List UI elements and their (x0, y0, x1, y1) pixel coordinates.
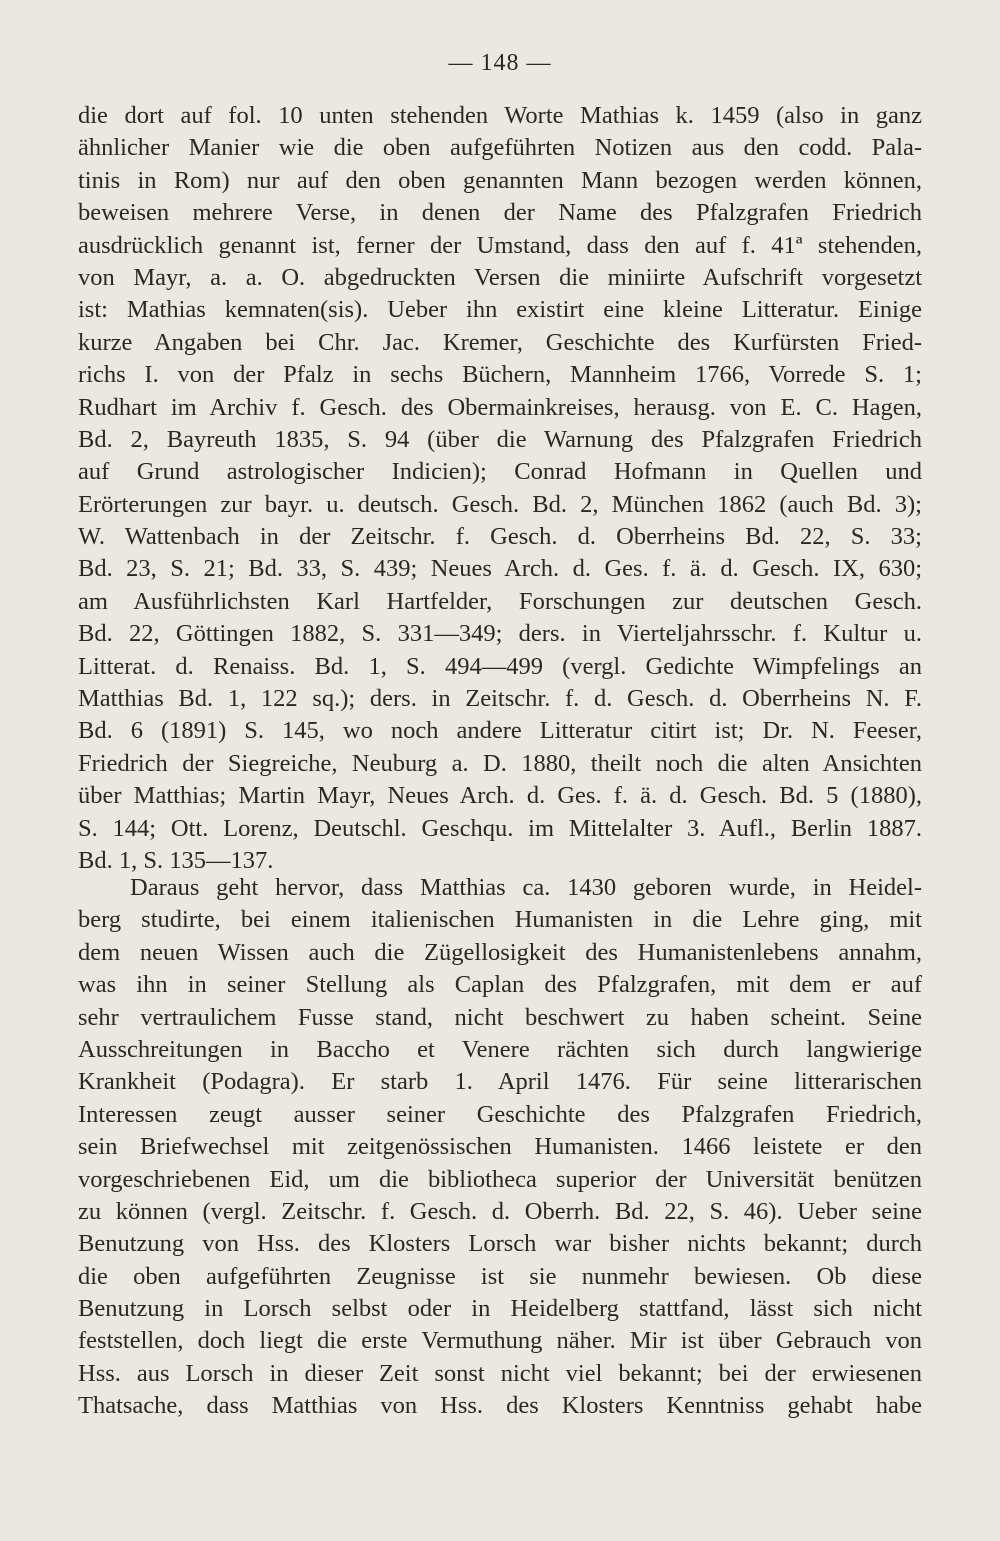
text-line: ist: Mathias kemnaten(sis). Ueber ihn existirt eine kleine Litteratur. Einige (78, 296, 922, 324)
text-line: die dort auf fol. 10 unten stehenden Worte Mathias k. 1459 (also in ganz (78, 102, 922, 129)
text-line: sein Briefwechsel mit zeitgenössischen Humanisten. 1466 leistete er den (78, 1133, 922, 1161)
text-line: Matthias Bd. 1, 122 sq.); ders. in Zeitschr. f. d. Gesch. d. Oberrheins N. F. (78, 685, 922, 713)
text-line: W. Wattenbach in der Zeitschr. f. Gesch. d. Oberrheins Bd. 22, S. 33; (78, 523, 922, 551)
text-line: richs I. von der Pfalz in sechs Büchern, Mannheim 1766, Vorrede S. 1; (78, 361, 922, 389)
text-line: Litterat. d. Renaiss. Bd. 1, S. 494—499 (vergl. Gedichte Wimpfelings an (78, 652, 922, 680)
text-line: Daraus geht hervor, dass Matthias ca. 1430 geboren wurde, in Heidel- (130, 874, 922, 901)
text-line: S. 144; Ott. Lorenz, Deutschl. Geschqu. im Mittelalter 3. Aufl., Berlin 1887. (78, 814, 922, 842)
footnote-block (78, 100, 922, 877)
text-line: über Matthias; Martin Mayr, Neues Arch. d. Ges. f. ä. d. Gesch. Bd. 5 (1880), (78, 782, 922, 810)
text-line: tinis in Rom) nur auf den oben genannten Mann bezogen werden können, (78, 166, 922, 194)
text-line: Benutzung in Lorsch selbst oder in Heidelberg stattfand, lässt sich nicht (78, 1295, 922, 1323)
text-line: Rudhart im Archiv f. Gesch. des Obermainkreises, herausg. von E. C. Hagen, (78, 393, 922, 421)
text-line: Interessen zeugt ausser seiner Geschichte des Pfalzgrafen Friedrich, (78, 1100, 922, 1128)
text-line: Bd. 22, Göttingen 1882, S. 331—349; ders. in Vierteljahrsschr. f. Kultur u. (78, 620, 922, 648)
text-line: dem neuen Wissen auch die Zügellosigkeit des Humanistenlebens annahm, (78, 938, 922, 966)
body-paragraph (78, 872, 922, 1423)
page-number: — 148 — (448, 50, 552, 76)
text-line: Friedrich der Siegreiche, Neuburg a. D. 1880, theilt noch die alten Ansichten (78, 749, 922, 777)
text-line: Bd. 1, S. 135—137. (78, 846, 274, 874)
text-line: feststellen, doch liegt die erste Vermuthung näher. Mir ist über Gebrauch von (78, 1327, 922, 1355)
text-line: kurze Angaben bei Chr. Jac. Kremer, Geschichte des Kurfürsten Fried- (78, 328, 922, 356)
text-line: auf Grund astrologischer Indicien); Conrad Hofmann in Quellen und (78, 458, 922, 486)
text-line: Benutzung von Hss. des Klosters Lorsch war bisher nichts bekannt; durch (78, 1230, 922, 1258)
text-line: ausdrücklich genannt ist, ferner der Umstand, dass den auf f. 41ª stehenden, (78, 231, 922, 259)
text-line: Krankheit (Podagra). Er starb 1. April 1476. Für seine litterarischen (78, 1068, 922, 1096)
text-line: Thatsache, dass Matthias von Hss. des Klosters Kenntniss gehabt habe (78, 1392, 922, 1420)
text-line: vorgeschriebenen Eid, um die bibliotheca superior der Universität benützen (78, 1165, 922, 1193)
text-line: die oben aufgeführten Zeugnisse ist sie nunmehr bewiesen. Ob diese (78, 1262, 922, 1290)
text-line: berg studirte, bei einem italienischen Humanisten in die Lehre ging, mit (78, 906, 922, 934)
text-line: was ihn in seiner Stellung als Caplan des Pfalzgrafen, mit dem er auf (78, 971, 922, 999)
text-line: Bd. 23, S. 21; Bd. 33, S. 439; Neues Arch. d. Ges. f. ä. d. Gesch. IX, 630; (78, 555, 922, 583)
text-line: ähnlicher Manier wie die oben aufgeführten Notizen aus den codd. Pala- (78, 134, 922, 162)
text-line: Ausschreitungen in Baccho et Venere rächten sich durch langwierige (78, 1035, 922, 1063)
text-line: Bd. 2, Bayreuth 1835, S. 94 (über die Warnung des Pfalzgrafen Friedrich (78, 425, 922, 453)
text-line: Erörterungen zur bayr. u. deutsch. Gesch. Bd. 2, München 1862 (auch Bd. 3); (78, 490, 922, 518)
text-line: Hss. aus Lorsch in dieser Zeit sonst nicht viel bekannt; bei der erwiesenen (78, 1359, 922, 1387)
text-line: Bd. 6 (1891) S. 145, wo noch andere Litteratur citirt ist; Dr. N. Feeser, (78, 717, 922, 745)
text-line: von Mayr, a. a. O. abgedruckten Versen die miniirte Aufschrift vorgesetzt (78, 263, 922, 291)
text-line: sehr vertraulichem Fusse stand, nicht beschwert zu haben scheint. Seine (78, 1003, 922, 1031)
text-line: am Ausführlichsten Karl Hartfelder, Forschungen zur deutschen Gesch. (78, 587, 922, 615)
text-line: zu können (vergl. Zeitschr. f. Gesch. d. Oberrh. Bd. 22, S. 46). Ueber seine (78, 1197, 922, 1225)
text-line: beweisen mehrere Verse, in denen der Name des Pfalzgrafen Friedrich (78, 199, 922, 227)
